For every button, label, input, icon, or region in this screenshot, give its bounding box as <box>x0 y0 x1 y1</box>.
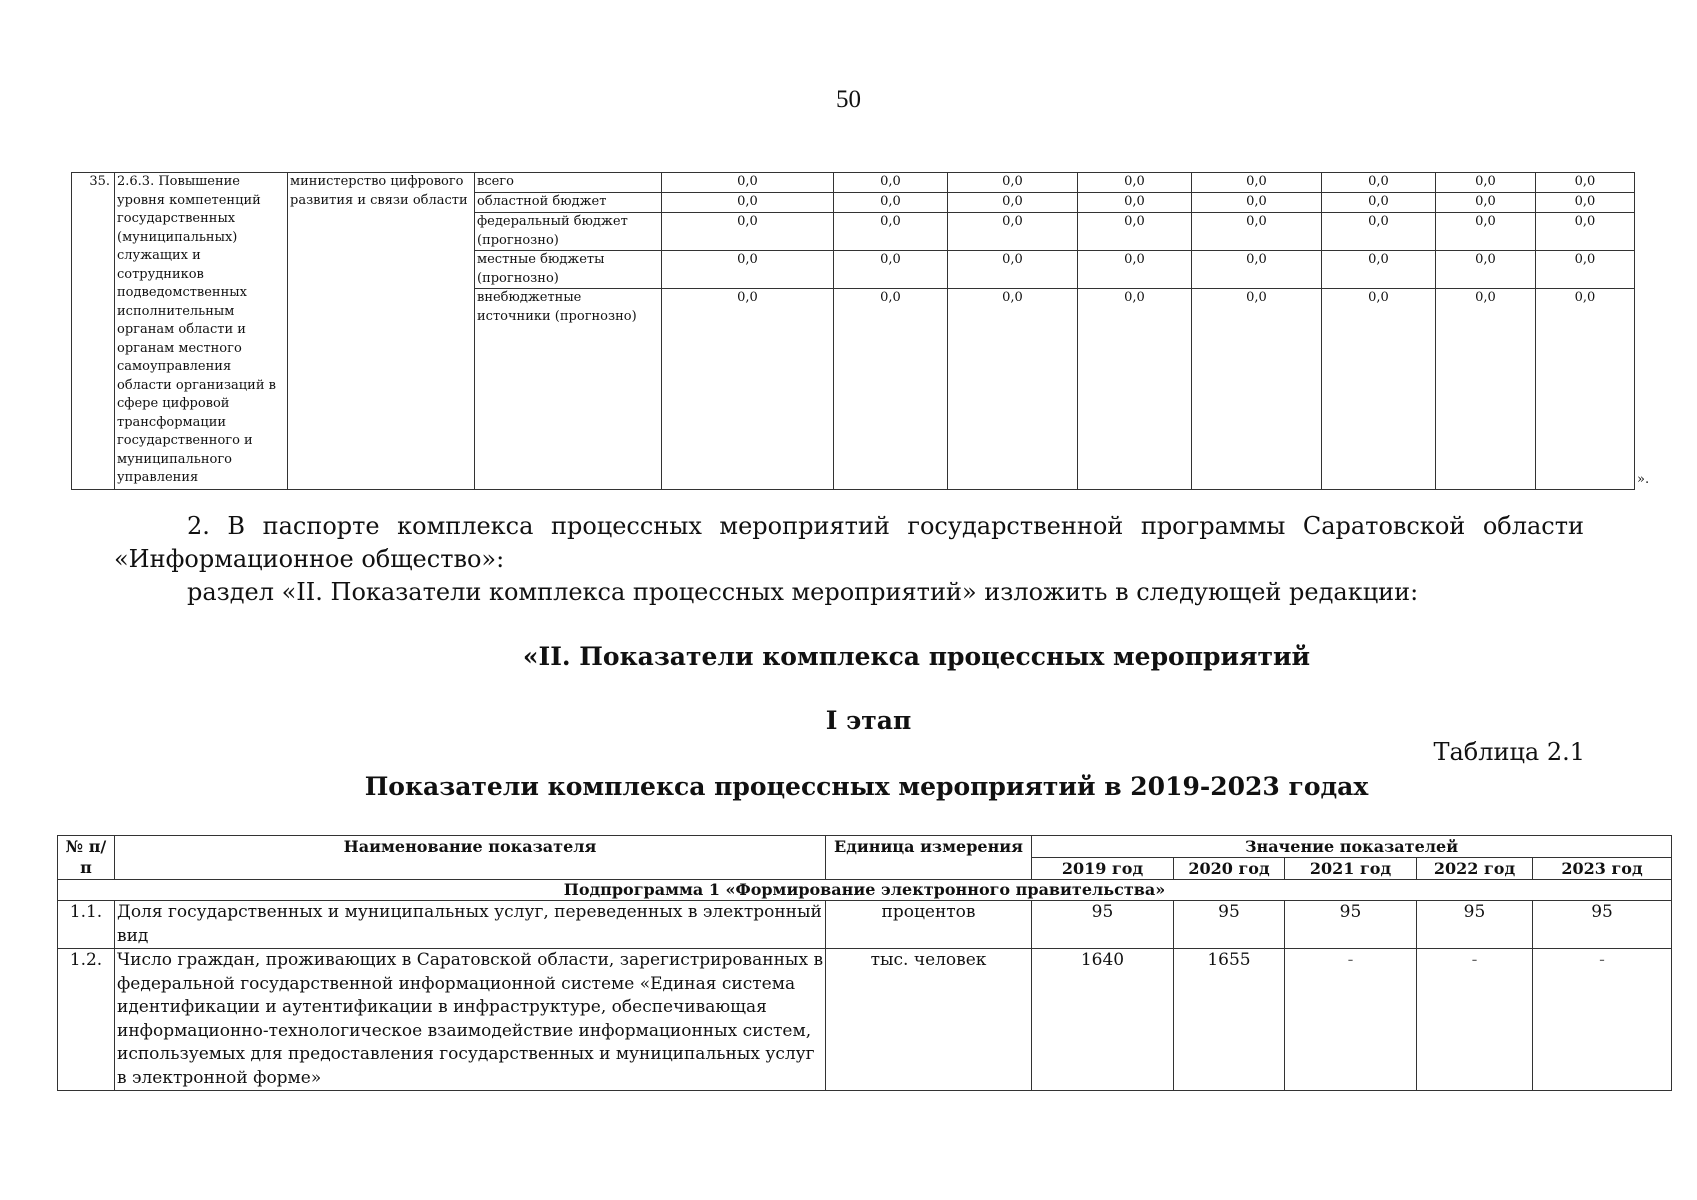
budget-value: 0,0 <box>662 173 834 193</box>
budget-value: 0,0 <box>948 213 1078 251</box>
funding-source: федеральный бюджет (прогнозно) <box>475 213 662 251</box>
indicator-value: 95 <box>1174 901 1285 949</box>
header-row <box>58 836 1672 858</box>
funding-source: областной бюджет <box>475 193 662 213</box>
indicator-value: 95 <box>1533 901 1672 949</box>
budget-value: 0,0 <box>948 251 1078 289</box>
budget-value: 0,0 <box>1192 173 1322 193</box>
column-header-year: 2023 год <box>1533 858 1672 880</box>
indicator-value: - <box>1285 949 1417 1091</box>
paragraph-instruction: раздел «II. Показатели комплекса процессных мероприятий» изложить в следующей редакции: <box>187 578 1419 606</box>
table-row <box>58 949 1672 1091</box>
indicator-value: 95 <box>1285 901 1417 949</box>
budget-value: 0,0 <box>834 251 948 289</box>
column-header-year: 2020 год <box>1174 858 1285 880</box>
budget-value: 0,0 <box>1436 173 1536 193</box>
budget-value: 0,0 <box>1436 289 1536 490</box>
budget-value: 0,0 <box>948 193 1078 213</box>
budget-value: 0,0 <box>948 173 1078 193</box>
budget-value: 0,0 <box>1078 193 1192 213</box>
page-number: 50 <box>836 86 861 113</box>
indicator-value: - <box>1533 949 1672 1091</box>
indicators-table <box>57 835 1672 1091</box>
indicator-name: Число граждан, проживающих в Саратовской области, зарегистрированных в федеральной государственной информационной системе «Единая система идентификации и аутентификации в инфраструктуре, обеспечивающая информационно-технологическое взаимодействие информационных систем, используемых для предоставления государственных и муниципальных услуг в электронной форме» <box>115 949 826 1091</box>
row-number: 1.1. <box>58 901 115 949</box>
budget-value: 0,0 <box>834 289 948 490</box>
budget-value: 0,0 <box>834 213 948 251</box>
indicator-unit: процентов <box>826 901 1032 949</box>
budget-value: 0,0 <box>1436 213 1536 251</box>
table-title: Показатели комплекса процессных мероприятий в 2019-2023 годах <box>364 772 1369 801</box>
column-header-number: № п/п <box>58 836 115 880</box>
budget-value: 0,0 <box>834 193 948 213</box>
budget-value: 0,0 <box>1078 289 1192 490</box>
column-header-values: Значение показателей <box>1032 836 1672 858</box>
funding-source: всего <box>475 173 662 193</box>
budget-value: 0,0 <box>1536 251 1635 289</box>
column-header-year: 2019 год <box>1032 858 1174 880</box>
budget-value: 0,0 <box>1192 289 1322 490</box>
budget-value: 0,0 <box>1322 193 1436 213</box>
paragraph-program-name: «Информационное общество»: <box>114 545 505 573</box>
stage-heading: I этап <box>825 706 912 735</box>
paragraph-text: 2. В паспорте комплекса процессных мероприятий государственной программы Саратовской области <box>187 512 1584 540</box>
budget-value: 0,0 <box>1078 213 1192 251</box>
executor: министерство цифрового развития и связи области <box>288 173 475 490</box>
budget-value: 0,0 <box>834 173 948 193</box>
funding-source: местные бюджеты (прогнозно) <box>475 251 662 289</box>
indicator-value: 95 <box>1032 901 1174 949</box>
budget-value: 0,0 <box>1322 213 1436 251</box>
budget-value: 0,0 <box>948 289 1078 490</box>
column-header-unit: Единица измерения <box>826 836 1032 880</box>
budget-value: 0,0 <box>662 213 834 251</box>
budget-value: 0,0 <box>1322 289 1436 490</box>
budget-table <box>71 172 1635 490</box>
budget-value: 0,0 <box>1536 289 1635 490</box>
indicator-value: 1655 <box>1174 949 1285 1091</box>
subprogram-title: Подпрограмма 1 «Формирование электронного правительства» <box>58 880 1672 901</box>
column-header-year: 2022 год <box>1417 858 1533 880</box>
budget-value: 0,0 <box>1322 251 1436 289</box>
table-caption: Таблица 2.1 <box>1433 738 1585 766</box>
indicator-value: - <box>1417 949 1533 1091</box>
indicator-value: 1640 <box>1032 949 1174 1091</box>
row-number: 1.2. <box>58 949 115 1091</box>
closing-quote: ». <box>1637 472 1650 487</box>
budget-row <box>72 173 1635 193</box>
budget-value: 0,0 <box>1322 173 1436 193</box>
row-number: 35. <box>72 173 115 490</box>
budget-value: 0,0 <box>1536 213 1635 251</box>
budget-value: 0,0 <box>662 289 834 490</box>
budget-value: 0,0 <box>1192 193 1322 213</box>
budget-value: 0,0 <box>1192 213 1322 251</box>
funding-source: внебюджетные источники (прогнозно) <box>475 289 662 490</box>
indicator-name: Доля государственных и муниципальных услуг, переведенных в электронный вид <box>115 901 826 949</box>
column-header-year: 2021 год <box>1285 858 1417 880</box>
budget-value: 0,0 <box>1436 251 1536 289</box>
budget-value: 0,0 <box>1078 251 1192 289</box>
paragraph-amendment <box>114 510 1584 543</box>
budget-value: 0,0 <box>1536 173 1635 193</box>
section-heading: «II. Показатели комплекса процессных мероприятий <box>522 642 1311 671</box>
budget-value: 0,0 <box>1078 173 1192 193</box>
subprogram-row <box>58 880 1672 901</box>
column-header-name: Наименование показателя <box>115 836 826 880</box>
indicator-unit: тыс. человек <box>826 949 1032 1091</box>
indicator-value: 95 <box>1417 901 1533 949</box>
budget-value: 0,0 <box>1436 193 1536 213</box>
budget-value: 0,0 <box>1192 251 1322 289</box>
table-row <box>58 901 1672 949</box>
budget-value: 0,0 <box>662 251 834 289</box>
budget-value: 0,0 <box>662 193 834 213</box>
measure-name: 2.6.3. Повышение уровня компетенций государственных (муниципальных) служащих и сотрудников подведомственных исполнительным органам области и органам местного самоуправления области организаций в сфере цифровой трансформации государственного и муниципального управления <box>115 173 288 490</box>
budget-value: 0,0 <box>1536 193 1635 213</box>
